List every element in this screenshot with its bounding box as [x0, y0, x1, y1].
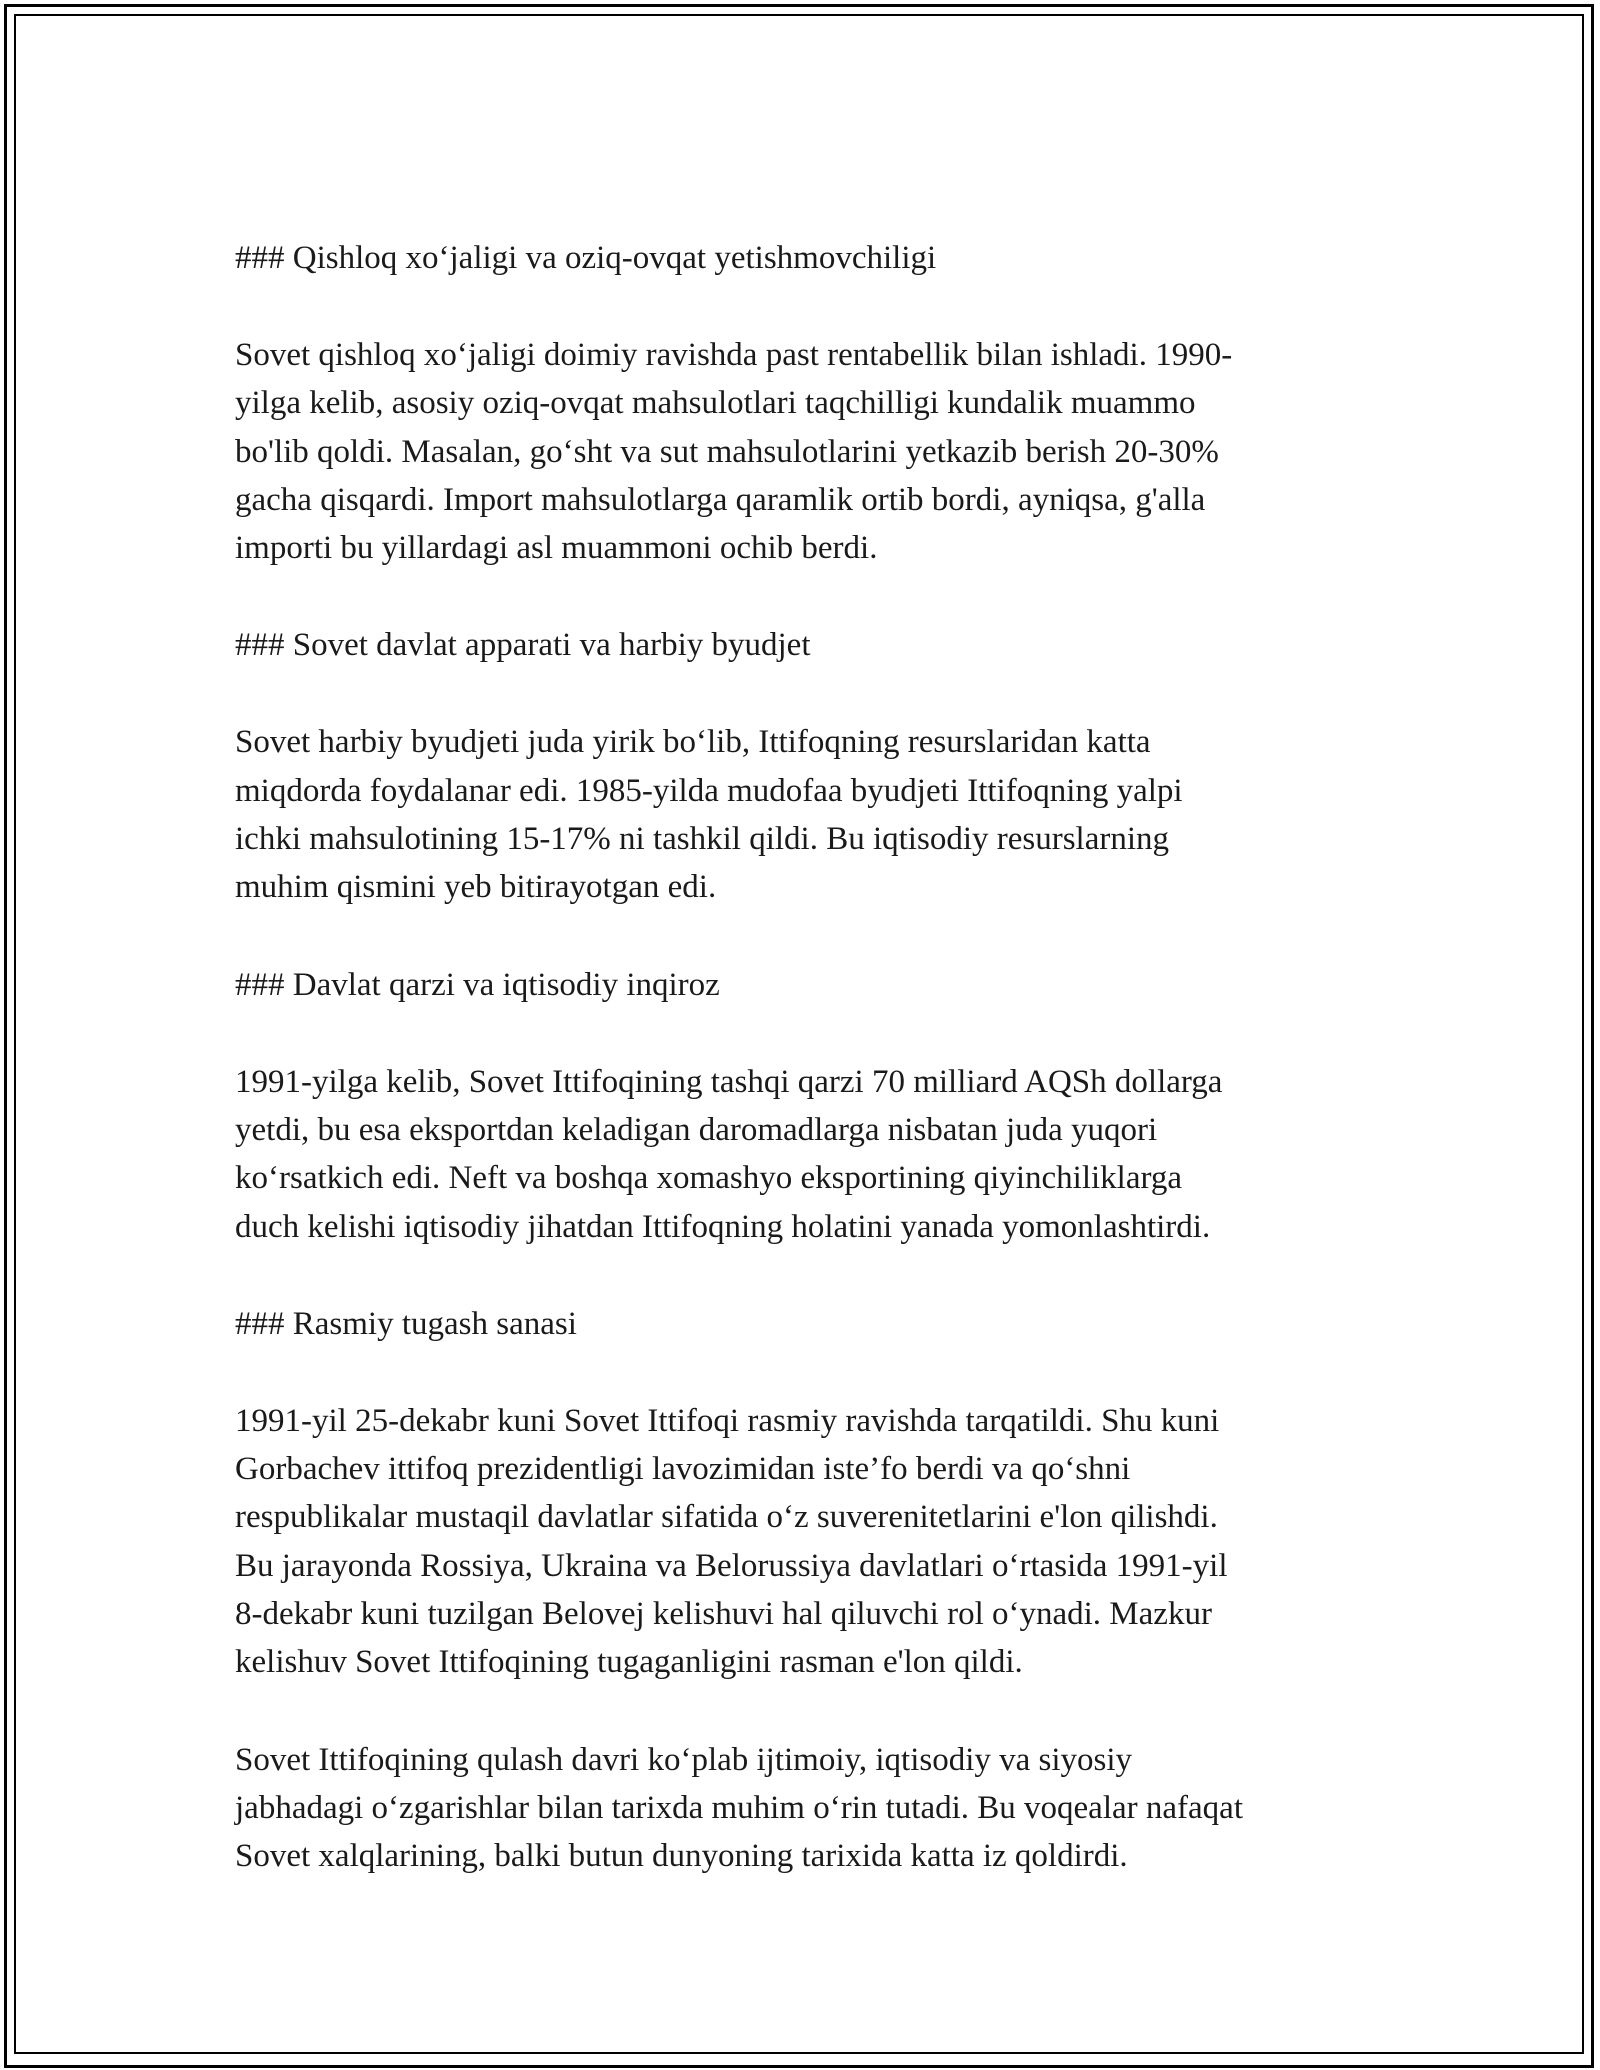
- paragraph-line: yilga kelib, asosiy oziq-ovqat mahsulotlari taqchilligi kundalik muammo: [235, 385, 1196, 422]
- paragraph-line: ko‘rsatkich edi. Neft va boshqa xomashyo eksportining qiyinchiliklarga: [235, 1160, 1183, 1197]
- paragraph-line: Bu jarayonda Rossiya, Ukraina va Belorussiya davlatlari o‘rtasida 1991-yil: [235, 1547, 1228, 1584]
- section-heading-agriculture: ### Qishloq xo‘jaligi va oziq-ovqat yetishmovchiligi: [235, 240, 937, 276]
- paragraph-line: Sovet Ittifoqining qulash davri ko‘plab ijtimoiy, iqtisodiy va siyosiy: [235, 1741, 1133, 1778]
- paragraph-line: Sovet harbiy byudjeti juda yirik bo‘lib, Ittifoqning resurslaridan katta: [235, 724, 1151, 761]
- section-heading-military-budget: ### Sovet davlat apparati va harbiy byudjet: [235, 627, 811, 664]
- paragraph-line: muhim qismini yeb bitirayotgan edi.: [235, 869, 717, 906]
- paragraph-line: duch kelishi iqtisodiy jihatdan Ittifoqning holatini yanada yomonlashtirdi.: [235, 1208, 1211, 1245]
- section-heading-official-end-date: ### Rasmiy tugash sanasi: [235, 1305, 577, 1342]
- paragraph-line: gacha qisqardi. Import mahsulotlarga qaramlik ortib bordi, ayniqsa, g'alla: [235, 481, 1206, 518]
- paragraph-line: Sovet qishloq xo‘jaligi doimiy ravishda past rentabellik bilan ishladi. 1990-: [235, 337, 1233, 373]
- section-heading-state-debt: ### Davlat qarzi va iqtisodiy inqiroz: [235, 966, 720, 1003]
- paragraph-line: Sovet xalqlarining, balki butun dunyoning tarixida katta iz qoldirdi.: [235, 1838, 1128, 1875]
- section-paragraph-state-debt: [235, 1058, 1385, 1251]
- section-paragraph-agriculture: [235, 331, 1385, 572]
- paragraph-line: miqdorda foydalanar edi. 1985-yilda mudofaa byudjeti Ittifoqning yalpi: [235, 772, 1183, 809]
- paragraph-line: ichki mahsulotining 15-17% ni tashkil qildi. Bu iqtisodiy resurslarning: [235, 821, 1170, 858]
- paragraph-line: 1991-yil 25-dekabr kuni Sovet Ittifoqi rasmiy ravishda tarqatildi. Shu kuni: [235, 1402, 1220, 1439]
- section-paragraph-military-budget: [235, 718, 1385, 911]
- paragraph-line: kelishuv Sovet Ittifoqining tugaganligini rasman e'lon qildi.: [235, 1644, 1023, 1681]
- document-body: [235, 234, 1385, 1930]
- paragraph-line: jabhadagi o‘zgarishlar bilan tarixda muhim o‘rin tutadi. Bu voqealar nafaqat: [235, 1789, 1243, 1826]
- paragraph-line: bo'lib qoldi. Masalan, go‘sht va sut mahsulotlarini yetkazib berish 20-30%: [235, 433, 1219, 470]
- section-paragraph-official-end-date: [235, 1397, 1385, 1687]
- paragraph-line: importi bu yillardagi asl muammoni ochib berdi.: [235, 530, 878, 567]
- paragraph-line: Gorbachev ittifoq prezidentligi lavozimidan iste’fo berdi va qo‘shni: [235, 1451, 1131, 1488]
- paragraph-line: yetdi, bu esa eksportdan keladigan daromadlarga nisbatan juda yuqori: [235, 1111, 1158, 1148]
- paragraph-line: 1991-yilga kelib, Sovet Ittifoqining tashqi qarzi 70 milliard AQSh dollarga: [235, 1063, 1223, 1100]
- paragraph-line: 8-dekabr kuni tuzilgan Belovej kelishuvi hal qiluvchi rol o‘ynadi. Mazkur: [235, 1596, 1212, 1633]
- closing-paragraph: [235, 1736, 1385, 1881]
- paragraph-line: respublikalar mustaqil davlatlar sifatida o‘z suverenitetlarini e'lon qilishdi.: [235, 1499, 1218, 1536]
